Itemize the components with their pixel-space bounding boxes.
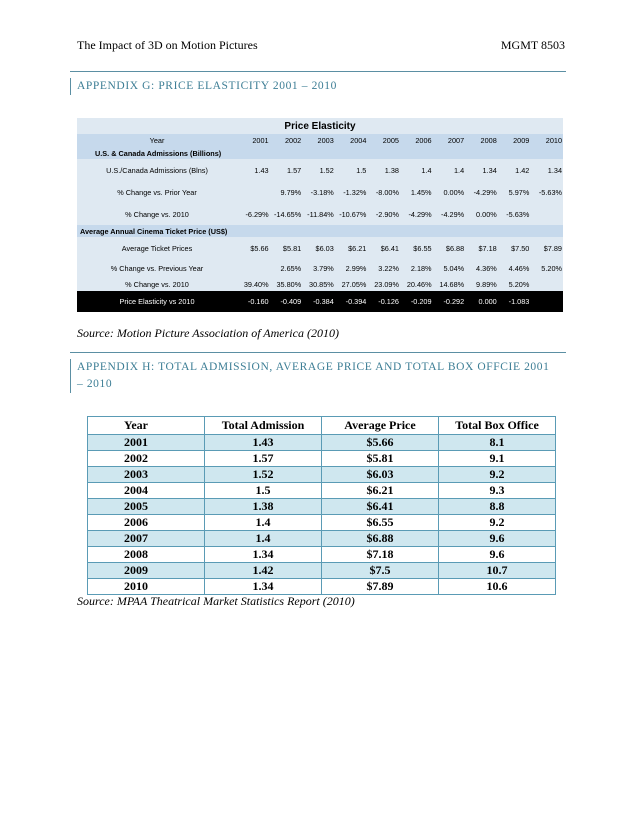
- column-header: Total Box Office: [439, 417, 556, 435]
- value-cell: -0.126: [367, 291, 400, 312]
- group-header-row: [77, 225, 563, 237]
- value-cell: 0.00%: [433, 181, 466, 203]
- price-cell: $6.21: [322, 483, 439, 499]
- year-cell: 2004: [335, 134, 368, 147]
- value-cell: $6.55: [400, 237, 433, 259]
- value-cell: -0.209: [400, 291, 433, 312]
- row-label: % Change vs. 2010: [77, 277, 237, 291]
- admission-cell: 1.57: [205, 451, 322, 467]
- row-label: % Change vs. Previous Year: [77, 259, 237, 277]
- value-cell: -14.65%: [270, 203, 303, 225]
- value-cell: 0.000: [465, 291, 498, 312]
- value-cell: 5.20%: [498, 277, 531, 291]
- value-cell: 5.04%: [433, 259, 466, 277]
- value-cell: $6.88: [433, 237, 466, 259]
- box-office-cell: 9.3: [439, 483, 556, 499]
- section-divider: [70, 352, 566, 353]
- value-cell: 9.79%: [270, 181, 303, 203]
- value-cell: [530, 203, 563, 225]
- appendix-h-heading: APPENDIX H: TOTAL ADMISSION, AVERAGE PRICE AND TOTAL BOX OFFCIE 2001 – 2010: [70, 359, 555, 393]
- year-cell: 2003: [302, 134, 335, 147]
- row-label: Average Ticket Prices: [77, 237, 237, 259]
- year-cell: 2004: [88, 483, 205, 499]
- value-cell: 23.09%: [367, 277, 400, 291]
- value-cell: 1.34: [530, 159, 563, 181]
- appendix-g-source: Source: Motion Picture Association of America (2010): [77, 326, 339, 340]
- value-cell: $6.21: [335, 237, 368, 259]
- year-cell: 2005: [367, 134, 400, 147]
- value-cell: -0.394: [335, 291, 368, 312]
- admission-cell: 1.4: [205, 531, 322, 547]
- value-cell: $7.18: [465, 237, 498, 259]
- price-cell: $7.89: [322, 579, 439, 595]
- admission-cell: 1.42: [205, 563, 322, 579]
- price-cell: $6.55: [322, 515, 439, 531]
- table-title-row: [77, 118, 563, 134]
- year-cell: 2007: [433, 134, 466, 147]
- table-row: [77, 237, 563, 259]
- value-cell: 9.89%: [465, 277, 498, 291]
- box-office-cell: 8.8: [439, 499, 556, 515]
- value-cell: -5.63%: [530, 181, 563, 203]
- value-cell: [237, 259, 270, 277]
- value-cell: -10.67%: [335, 203, 368, 225]
- table-row: [88, 435, 556, 451]
- box-office-cell: 9.6: [439, 531, 556, 547]
- box-office-cell: 10.6: [439, 579, 556, 595]
- price-cell: $6.41: [322, 499, 439, 515]
- year-cell: 2010: [88, 579, 205, 595]
- year-cell: 2010: [530, 134, 563, 147]
- value-cell: -0.384: [302, 291, 335, 312]
- value-cell: -4.29%: [400, 203, 433, 225]
- value-cell: 20.46%: [400, 277, 433, 291]
- year-cell: 2001: [88, 435, 205, 451]
- table-title: Price Elasticity: [77, 118, 563, 134]
- group-label: Average Annual Cinema Ticket Price (US$): [77, 225, 563, 237]
- row-label: % Change vs. Prior Year: [77, 181, 237, 203]
- box-office-cell: 9.2: [439, 467, 556, 483]
- value-cell: 1.57: [270, 159, 303, 181]
- value-cell: $7.89: [530, 237, 563, 259]
- value-cell: 35.80%: [270, 277, 303, 291]
- value-cell: $6.03: [302, 237, 335, 259]
- value-cell: 14.68%: [433, 277, 466, 291]
- table-row: [88, 547, 556, 563]
- row-label: Price Elasticity vs 2010: [77, 291, 237, 312]
- table-row: [77, 277, 563, 291]
- value-cell: -8.00%: [367, 181, 400, 203]
- value-cell: 5.20%: [530, 259, 563, 277]
- value-cell: 4.36%: [465, 259, 498, 277]
- value-cell: 1.45%: [400, 181, 433, 203]
- value-cell: $5.66: [237, 237, 270, 259]
- price-elasticity-row: [77, 291, 563, 312]
- value-cell: -3.18%: [302, 181, 335, 203]
- price-cell: $6.03: [322, 467, 439, 483]
- appendix-h-source: Source: MPAA Theatrical Market Statistics Report (2010): [77, 594, 355, 608]
- box-office-table: [87, 416, 556, 595]
- value-cell: -0.160: [237, 291, 270, 312]
- value-cell: 0.00%: [465, 203, 498, 225]
- value-cell: [237, 181, 270, 203]
- table-row: [77, 259, 563, 277]
- box-office-cell: 9.2: [439, 515, 556, 531]
- table-row: [77, 181, 563, 203]
- value-cell: 1.5: [335, 159, 368, 181]
- value-cell: 1.4: [400, 159, 433, 181]
- value-cell: -5.63%: [498, 203, 531, 225]
- value-cell: [530, 291, 563, 312]
- value-cell: 5.97%: [498, 181, 531, 203]
- admission-cell: 1.52: [205, 467, 322, 483]
- year-cell: 2006: [400, 134, 433, 147]
- value-cell: 1.43: [237, 159, 270, 181]
- value-cell: $6.41: [367, 237, 400, 259]
- value-cell: 1.38: [367, 159, 400, 181]
- box-office-cell: 10.7: [439, 563, 556, 579]
- header-divider: [70, 71, 566, 72]
- value-cell: -6.29%: [237, 203, 270, 225]
- admission-cell: 1.34: [205, 547, 322, 563]
- price-cell: $7.5: [322, 563, 439, 579]
- table-row: [77, 159, 563, 181]
- row-label: % Change vs. 2010: [77, 203, 237, 225]
- value-cell: $7.50: [498, 237, 531, 259]
- table-row: [88, 467, 556, 483]
- year-cell: 2003: [88, 467, 205, 483]
- value-cell: 3.79%: [302, 259, 335, 277]
- year-cell: 2009: [498, 134, 531, 147]
- row-label: U.S./Canada Admissions (Blns): [77, 159, 237, 181]
- value-cell: -11.84%: [302, 203, 335, 225]
- value-cell: 4.46%: [498, 259, 531, 277]
- price-cell: $5.66: [322, 435, 439, 451]
- year-cell: 2002: [88, 451, 205, 467]
- table-header-row: [88, 417, 556, 435]
- price-cell: $7.18: [322, 547, 439, 563]
- admission-cell: 1.38: [205, 499, 322, 515]
- admission-cell: 1.4: [205, 515, 322, 531]
- year-cell: 2007: [88, 531, 205, 547]
- value-cell: 3.22%: [367, 259, 400, 277]
- table-row: [88, 579, 556, 595]
- year-cell: 2008: [465, 134, 498, 147]
- document-title: The Impact of 3D on Motion Pictures: [77, 38, 258, 52]
- value-cell: 2.99%: [335, 259, 368, 277]
- box-office-cell: 8.1: [439, 435, 556, 451]
- column-header: Average Price: [322, 417, 439, 435]
- table-row: [88, 451, 556, 467]
- value-cell: 1.4: [433, 159, 466, 181]
- appendix-g-heading: APPENDIX G: PRICE ELASTICITY 2001 – 2010: [70, 78, 557, 95]
- value-cell: 30.85%: [302, 277, 335, 291]
- box-office-cell: 9.1: [439, 451, 556, 467]
- value-cell: -4.29%: [465, 181, 498, 203]
- page-header: [77, 38, 565, 53]
- column-header: Total Admission: [205, 417, 322, 435]
- value-cell: -0.292: [433, 291, 466, 312]
- table-row: [77, 203, 563, 225]
- value-cell: 1.34: [465, 159, 498, 181]
- admission-cell: 1.5: [205, 483, 322, 499]
- price-elasticity-table: [77, 118, 563, 312]
- course-code: MGMT 8503: [500, 38, 565, 52]
- value-cell: 2.65%: [270, 259, 303, 277]
- price-cell: $6.88: [322, 531, 439, 547]
- value-cell: 2.18%: [400, 259, 433, 277]
- box-office-cell: 9.6: [439, 547, 556, 563]
- table-row: [88, 483, 556, 499]
- value-cell: -0.409: [270, 291, 303, 312]
- year-cell: 2008: [88, 547, 205, 563]
- column-header: Year: [88, 417, 205, 435]
- value-cell: -1.083: [498, 291, 531, 312]
- price-cell: $5.81: [322, 451, 439, 467]
- year-cell: 2005: [88, 499, 205, 515]
- table-row: [88, 563, 556, 579]
- value-cell: 27.05%: [335, 277, 368, 291]
- value-cell: -2.90%: [367, 203, 400, 225]
- value-cell: 1.52: [302, 159, 335, 181]
- value-cell: -4.29%: [433, 203, 466, 225]
- group-header-row: [77, 147, 563, 159]
- admission-cell: 1.43: [205, 435, 322, 451]
- group-label: U.S. & Canada Admissions (Billions): [77, 147, 563, 159]
- table-row: [88, 499, 556, 515]
- year-row: [77, 134, 563, 147]
- year-cell: 2001: [237, 134, 270, 147]
- value-cell: $5.81: [270, 237, 303, 259]
- value-cell: [530, 277, 563, 291]
- table-row: [88, 515, 556, 531]
- value-cell: 1.42: [498, 159, 531, 181]
- year-cell: 2002: [270, 134, 303, 147]
- value-cell: 39.40%: [237, 277, 270, 291]
- year-cell: 2006: [88, 515, 205, 531]
- value-cell: -1.32%: [335, 181, 368, 203]
- table-row: [88, 531, 556, 547]
- year-cell: 2009: [88, 563, 205, 579]
- year-label: Year: [77, 134, 237, 147]
- admission-cell: 1.34: [205, 579, 322, 595]
